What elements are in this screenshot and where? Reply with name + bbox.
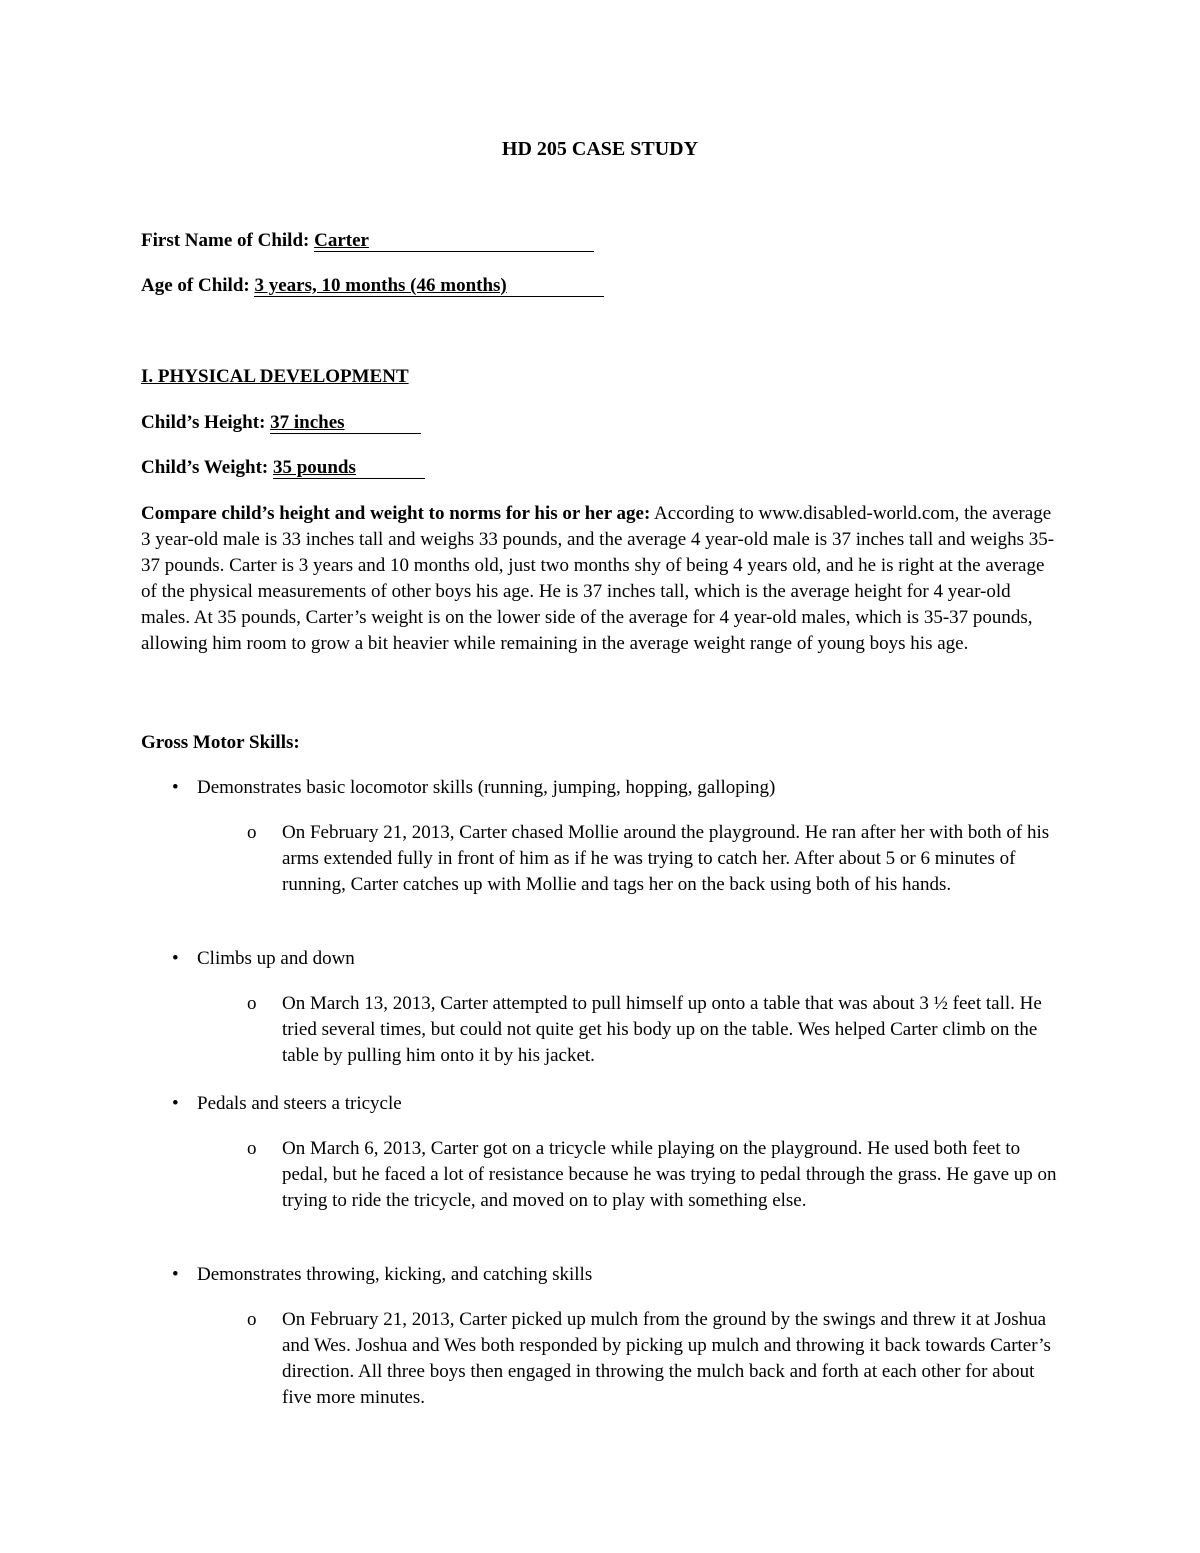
skill-label: Pedals and steers a tricycle [197,1093,402,1114]
child-name-label: First Name of Child: [141,230,310,251]
height-field [141,410,421,436]
section-heading-physical: I. PHYSICAL DEVELOPMENT [141,366,409,387]
weight-label: Child’s Weight: [141,457,269,478]
height-label: Child’s Height: [141,412,266,433]
compare-text: According to www.disabled-world.com, the average 3 year-old male is 33 inches tall and weighs 33 pounds, and the average 4 year-old male is 37 inches tall and weighs 35-37 pounds. Carter is 3 years and 10 months old, just two months shy of being 4 years old, and he is right at the average of the physical measurements of other boys his age. He is 37 inches tall, which is the average height for 4 year-old males. At 35 pounds, Carter’s weight is on the lower side of the average for 4 year-old males, which is 35-37 pounds, allowing him room to grow a bit heavier while remaining in the average weight range of young boys his age. [141,503,1055,654]
document-title: HD 205 CASE STUDY [501,138,699,160]
observation-text: On March 6, 2013, Carter got on a tricycle while playing on the playground. He used both feet to pedal, but he faced a lot of resistance because he was trying to pedal through the grass. He gave up on trying to ride the tricycle, and moved on to play with something else. [282,1138,1057,1211]
child-name-field [141,228,594,254]
sub-bullet-icon: o [247,822,257,843]
bullet-icon: • [172,1093,179,1114]
observation-text: On February 21, 2013, Carter picked up mulch from the ground by the swings and threw it at Joshua and Wes. Joshua and Wes both responded by picking up mulch and throwing it back towards Carter’s direction. All three boys then engaged in throwing the mulch back and forth at each other for about five more minutes. [282,1309,1051,1408]
child-age-value: 3 years, 10 months (46 months) [254,275,604,297]
weight-value: 35 pounds [273,457,425,479]
weight-field [141,455,425,481]
skill-label: Climbs up and down [197,948,355,969]
compare-paragraph [141,501,1061,657]
height-value: 37 inches [270,412,421,434]
observation-text: On March 13, 2013, Carter attempted to pull himself up onto a table that was about 3 ½ feet tall. He tried several times, but could not quite get his body up on the table. Wes helped Carter climb on the table by pulling him onto it by his jacket. [282,993,1042,1066]
compare-label: Compare child’s height and weight to norms for his or her age: [141,503,651,524]
child-age-label: Age of Child: [141,275,250,296]
bullet-icon: • [172,1264,179,1285]
child-name-value: Carter [314,230,594,252]
sub-bullet-icon: o [247,1309,257,1330]
child-age-field [141,273,604,299]
observation-text: On February 21, 2013, Carter chased Mollie around the playground. He ran after her with both of his arms extended fully in front of him as if he was trying to catch her. After about 5 or 6 minutes of running, Carter catches up with Mollie and tags her on the back using both of his hands. [282,822,1050,895]
skill-label: Demonstrates throwing, kicking, and catching skills [197,1264,593,1285]
gross-motor-heading: Gross Motor Skills: [141,732,300,753]
skill-label: Demonstrates basic locomotor skills (running, jumping, hopping, galloping) [197,777,776,798]
sub-bullet-icon: o [247,1138,257,1159]
sub-bullet-icon: o [247,993,257,1014]
bullet-icon: • [172,777,179,798]
bullet-icon: • [172,948,179,969]
